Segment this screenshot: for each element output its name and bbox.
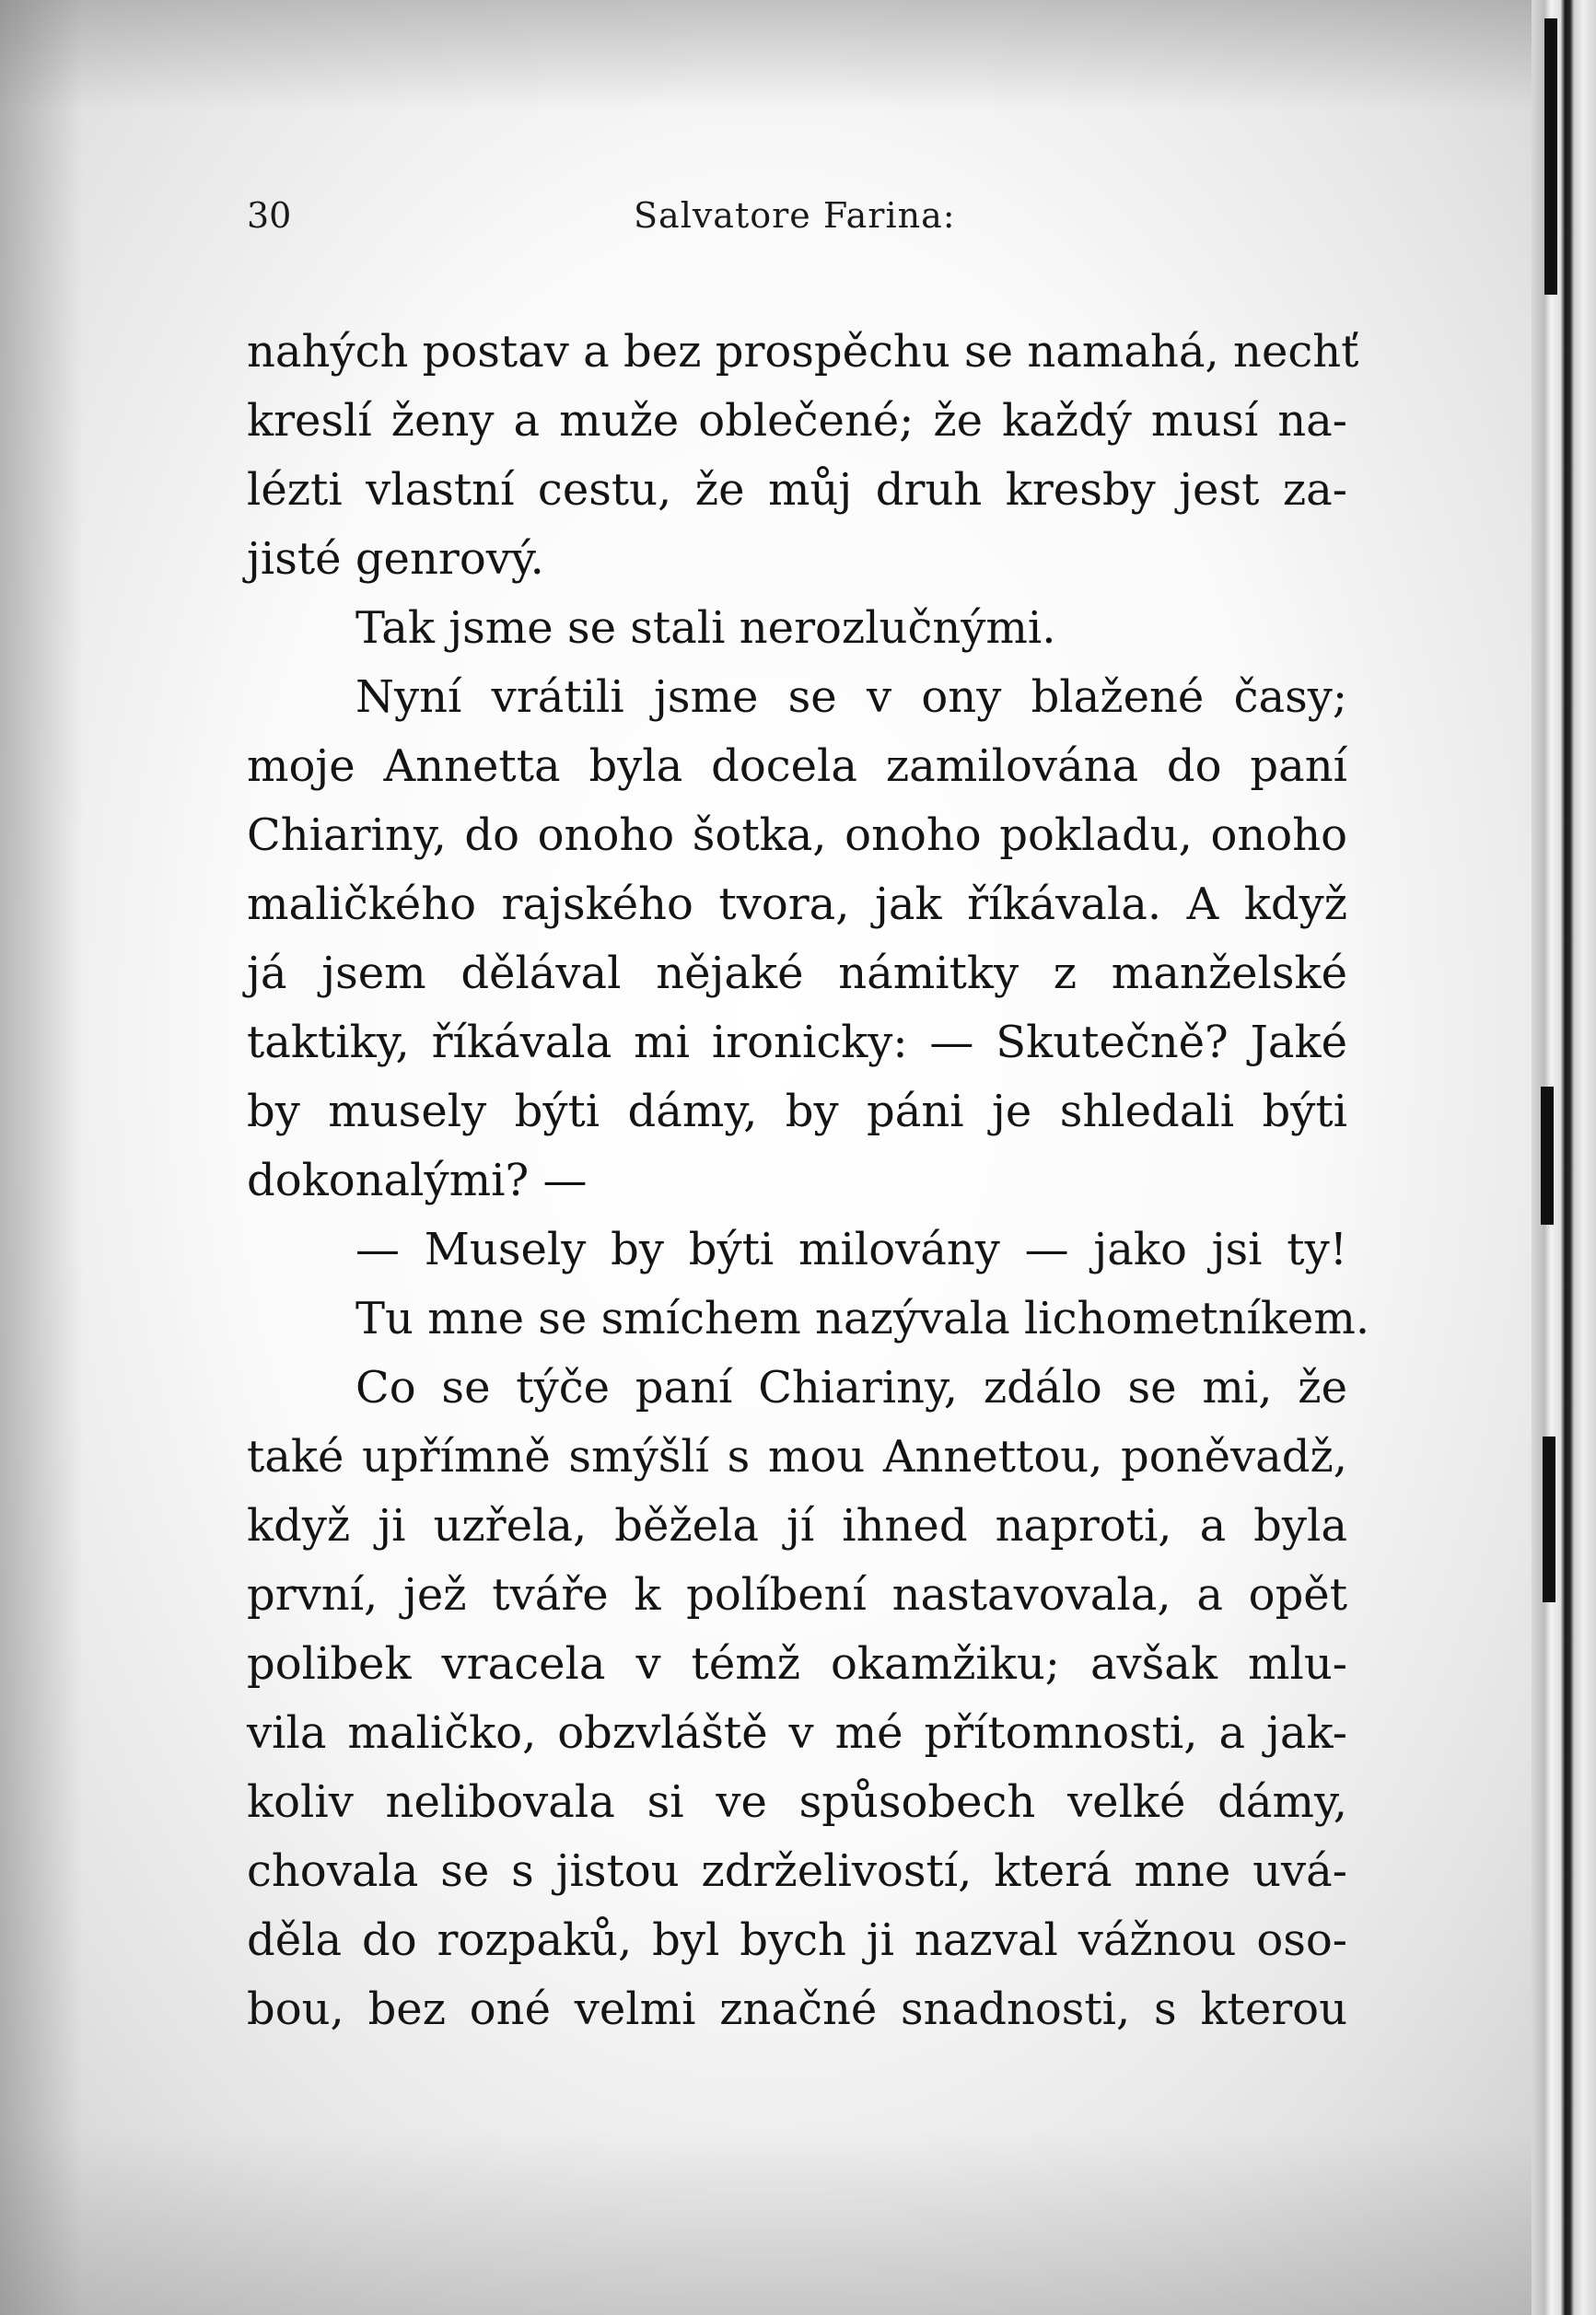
binding-mark [1541, 1087, 1554, 1225]
text-line: Tu mne se smíchem nazývala lichometníkem. [355, 1293, 1370, 1344]
page-header [247, 195, 1352, 241]
text-line: chovala se s jistou zdrželivostí, která mne uvá- [247, 1845, 1347, 1897]
text-line: maličkého rajského tvora, jak říkávala. A když [247, 878, 1347, 930]
text-line: jisté genrový. [247, 533, 544, 585]
text-line: Tak jsme se stali nerozlučnými. [355, 602, 1056, 654]
text-line: Chiariny, do onoho šotka, onoho pokladu, onoho [247, 809, 1347, 861]
text-line: dokonalými? — [247, 1155, 588, 1206]
text-line: nahých postav a bez prospěchu se namahá, nechť [247, 326, 1359, 378]
text-line: když ji uzřela, běžela jí ihned naproti, a byla [247, 1500, 1347, 1552]
text-line: já jsem dělával nějaké námitky z manželské [247, 948, 1347, 999]
text-line: Nyní vrátili jsme se v ony blažené časy; [355, 671, 1347, 723]
text-line: lézti vlastní cestu, že můj druh kresby jest za- [247, 464, 1347, 516]
text-line: bou, bez oné velmi značné snadnosti, s kterou [247, 1983, 1347, 2035]
text-line: polibek vracela v témž okamžiku; avšak mlu- [247, 1638, 1347, 1690]
text-line: děla do rozpaků, byl bych ji nazval vážnou oso- [247, 1914, 1347, 1966]
book-binding-edge [1532, 0, 1596, 2315]
page-number: 30 [247, 195, 292, 236]
text-line: první, jež tváře k políbení nastavovala, a opět [247, 1569, 1347, 1621]
text-line: — Musely by býti milovány — jako jsi ty! [355, 1224, 1347, 1275]
text-line: taktiky, říkávala mi ironicky: — Skutečně? Jaké [247, 1017, 1347, 1068]
page-shadow-bottom [0, 2131, 1596, 2315]
text-line: moje Annetta byla docela zamilována do paní [247, 740, 1347, 792]
text-line: také upřímně smýšlí s mou Annettou, poněvadž, [247, 1431, 1347, 1483]
page-shadow-left [0, 0, 83, 2315]
running-title: Salvatore Farina: [634, 195, 956, 236]
text-line: Co se týče paní Chiariny, zdálo se mi, že [355, 1362, 1347, 1413]
binding-mark [1544, 18, 1557, 295]
text-line: vila maličko, obzvláště v mé přítomnosti, a jak- [247, 1707, 1347, 1759]
text-line: koliv nelibovala si ve spůsobech velké dámy, [247, 1776, 1347, 1828]
body-text [247, 318, 1370, 2044]
text-line: kreslí ženy a muže oblečené; že každý musí na- [247, 395, 1347, 447]
page-shadow-top [0, 0, 1596, 111]
binding-mark [1543, 1437, 1555, 1602]
text-line: by musely býti dámy, by páni je shledali býti [247, 1086, 1347, 1137]
